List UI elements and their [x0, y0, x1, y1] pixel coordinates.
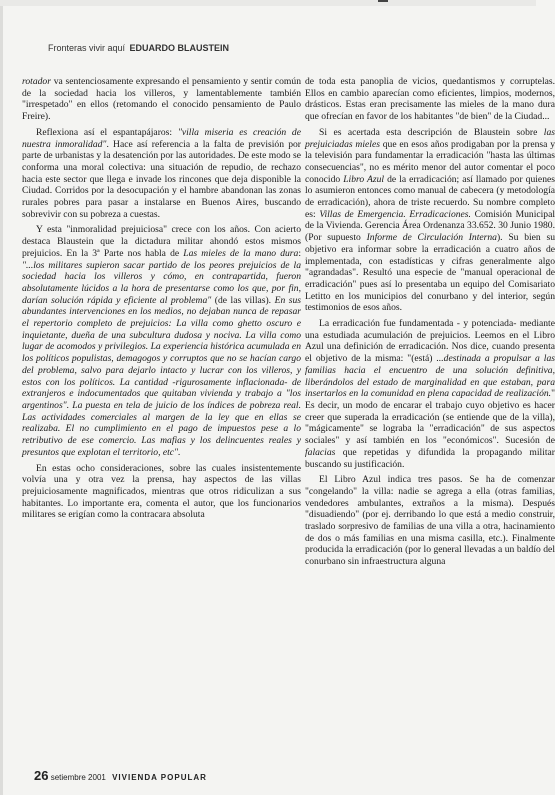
issue-date: setiembre 2001 [50, 773, 106, 782]
paragraph [22, 127, 301, 221]
text-run: Comisión Municipal de la Vivienda. Gerencia Área Ordenanza 33.652. 30 Junio 1980. (Por supuesto [305, 208, 555, 244]
italic-text: ...destinada a propulsar a las familias hacia el encuentro de una solución definitiva, liberándolos del estado de marginalidad en que estaban, para insertarlos en la comunidad en plena capacidad de realización. [305, 353, 555, 400]
text-run: La erradicación fue fundamentada - y potenciada- mediante una estudiada acumulación de prejuicios. Leemos en el Libro Azul una definición de erradicación. Nos dice, cuando presenta el objetivo de la misma: "(está) [305, 318, 555, 365]
italic-text: Villas de Emergencia. Erradicaciones. [319, 208, 471, 220]
top-rule [0, 0, 536, 6]
italic-text: En sus abundantes intervenciones en los medios, no dejaban nunca de repasar el repertorio completo de prejuicios: La villa como ghetto oscuro e inquietante, dueña de una subcultura dudosa y nociva. La villa como lugar de acomodos y privilegios. La experiencia histórica acumulada en los políticos populistas, demagogos y corruptos que no se hacían cargo del problema, salvo para dejarlo intacto y lucrar con los villeros, y estos con los políticos. La cantidad -rigurosamente inflacionada- de extranjeros e indocumentados que quitaban vivienda y trabajo a "los argentinos". La puesta en tela de juicio de los índices de pobreza real. Las actividades comerciales al margen de la ley que en ellas se realizaba. El no cumplimiento en el pago de impuestos pese a lo retributivo de ese comercio. Las mafias y los delincuentes reales y presuntos que explotan el territorio, etc". [22, 294, 301, 458]
paragraph [305, 76, 555, 123]
paragraph [22, 76, 301, 123]
right-column [305, 76, 555, 726]
scan-edge [0, 0, 3, 795]
text-run: Si es acertada esta descripción de Blaustein sobre [319, 126, 544, 138]
italic-text: falacias [305, 446, 336, 458]
text-run: de toda esta panoplia de vicios, quedantismos y corruptelas. Ellos en cambio aparecían como eficientes, limpios, modernos, drásticos. Estas eran precisamente las mieles de la mano dura que ofrecían en favor de los habitantes "de bien" de la Ciudad... [305, 76, 555, 123]
text-run: que en esos años prodigaban por la prensa y la televisión para fundamentar la erradicación "hasta las últimas consecuencias", no es mérito menor del autor comentar el poco conocido [305, 138, 555, 185]
italic-text: "...los militares supieron sacar partido de los peores prejuicios de la sociedad hacia los villeros y cómo, en contrapartida, fueron absolutamente lúcidos a la hora de presentarse como los que, por fin, darían solución rápida y eficiente al problema" [22, 259, 301, 306]
italic-text: Libro Azul [343, 173, 385, 185]
text-run: . Hace así referencia a la falta de previsión por parte de urbanistas y la desatención por las autoridades. De este modo se conforma una moral colectiva: una situación de repudio, de rechazo hacia este sector que llega e invade los rincones que deja disponible la Ciudad. Corridos por la desocupación y el hambre abandonan las zonas rurales pobres para pasar a instalarse en Buenos Aires, buscando sobrevivir con su pobreza a cuestas. [22, 138, 301, 220]
paragraph [22, 463, 301, 522]
text-run: de la erradicación; así llamado por quienes lo asumieron entonces como manual de cabecera (y metodología de erradicación), ahora de triste recuerdo. Su nombre completo es: [305, 173, 555, 220]
text-run: que repetidas y difundida la propagando militar buscando su justificación. [305, 446, 555, 470]
running-header [48, 43, 229, 53]
text-run: ). Su bien su objetivo era informar sobre la erradicación a cuatro años de implementada, con estadísticas y cifras generalmente algo "agrandadas". Resultó una especie de "manual operacional de erradicación" pues así lo presentaba un equipo del Comisariato Letitto en los municipios del conurbano y del interior, según testimonios de esos años. [305, 232, 555, 314]
italic-text: "villa miseria es creación de nuestra inmoralidad" [22, 126, 301, 150]
paragraph [22, 224, 301, 458]
italic-text: las prejuiciadas mieles [305, 126, 555, 150]
paragraph [305, 318, 555, 470]
text-run: En estas ocho consideraciones, sobre las cuales insistentemente volvía una y otra vez la prensa, hay aspectos de las villas prejuiciosamente magnificados, mientras que otros ridiculizan a sus habitantes. Lo importante era, comenta el autor, que los funcionarios militares se erigían como la contracara absoluta [22, 462, 301, 521]
italic-text: rotador [22, 76, 51, 87]
section-title: Fronteras vivir aquí [48, 43, 126, 53]
italic-text: Las mieles de la mano dura [183, 247, 299, 259]
text-run: El Libro Azul indica tres pasos. Se ha de comenzar "congelando" la villa: nadie se agrega a ella (otras familias, vendedores ambulantes, extraños a la misma). Después "disuadiendo" (por ej. derribando lo que está a medio construir, traslado sorpresivo de familias de una villa a otra, hacinamiento de dos o más familias en una misma casilla, etc.). Finalmente producida la erradicación (por lo general llevadas a un baldío del conurbano sin infraestructura alguna [305, 474, 555, 568]
paragraph [305, 474, 555, 568]
text-run: va sentenciosamente expresando el pensamiento y sentir común de la sociedad hacia los villeros, y lamentablemente también "irrespetado" en ellos (retomando el conocido pensamiento de Paulo Freire). [22, 76, 301, 123]
text-run: Y esta "inmoralidad prejuiciosa" crece con los años. Con acierto destaca Blaustein que la dictadura militar ahondó estos mismos prejuicios. En la 3ª Parte nos habla de [22, 224, 301, 259]
page-number: 26 [34, 768, 49, 783]
italic-text: Informe de Circulación Interna [366, 232, 497, 244]
left-column [22, 76, 301, 521]
page-footer [34, 768, 207, 783]
author-name: EDUARDO BLAUSTEIN [129, 43, 230, 53]
text-run: : [298, 247, 302, 259]
text-run: " Es decir, un modo de encarar el trabajo cuyo objetivo es hacer creer que superada la erradicación (se entiende que de la villa), "mágicamente" se lograba la "erradicación" de sus aspectos sociales" y así también en los "económicos". Sucesión de [305, 388, 555, 447]
text-run: Reflexiona así el espantapájaros: [36, 126, 178, 138]
paragraph [305, 127, 555, 314]
text-run: (de las villas). [211, 294, 275, 306]
top-rule-mark [378, 0, 388, 2]
magazine-name: VIVIENDA POPULAR [112, 773, 207, 782]
